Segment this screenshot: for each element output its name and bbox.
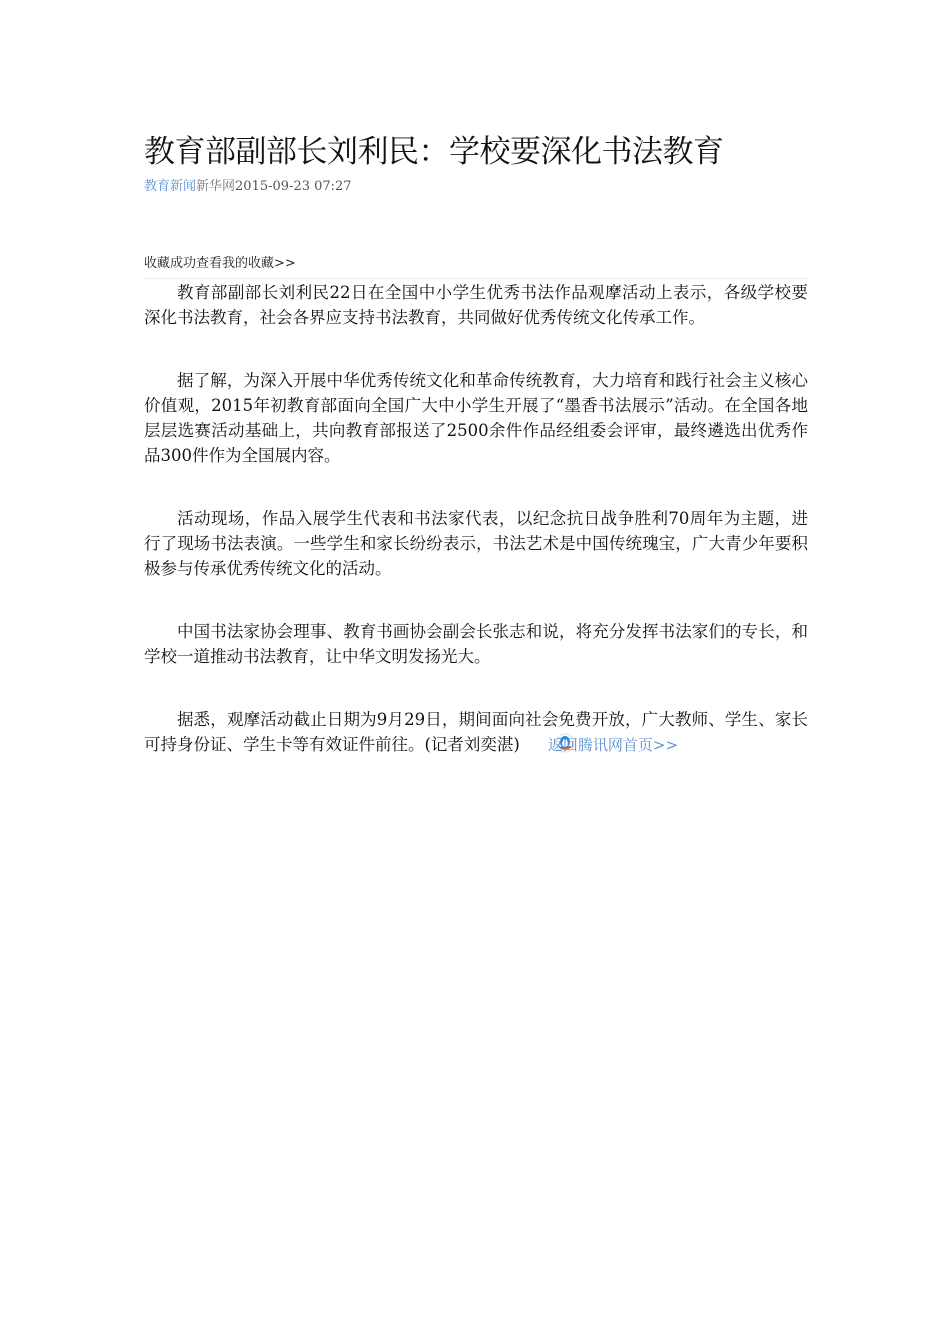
article-title: 教育部副部长刘利民：学校要深化书法教育 bbox=[144, 134, 724, 170]
article bbox=[144, 126, 808, 758]
paragraph-2: 据了解，为深入开展中华优秀传统文化和革命传统教育，大力培育和践行社会主义核心价值观，2015年初教育部面向全国广大中小学生开展了“墨香书法展示”活动。在全国各地层层选赛活动基础上，共向教育部报送了2500余件作品经组委会评审，最终遴选出优秀作品300件作为全国展内容。 bbox=[144, 371, 808, 465]
paragraph-1: 教育部副部长刘利民22日在全国中小学生优秀书法作品观摩活动上表示，各级学校要深化书法教育，社会各界应支持书法教育，共同做好优秀传统文化传承工作。 bbox=[144, 283, 808, 327]
favorite-bar bbox=[144, 254, 808, 279]
qq-penguin-icon bbox=[522, 733, 542, 753]
publish-date: 2015-09-23 07:27 bbox=[235, 179, 352, 194]
article-meta bbox=[144, 178, 808, 196]
back-to-home-link[interactable]: 返回腾讯网首页>> bbox=[547, 736, 679, 754]
favorite-link[interactable]: 收藏成功查看我的收藏>> bbox=[144, 256, 296, 271]
paragraph-4: 中国书法家协会理事、教育书画协会副会长张志和说，将充分发挥书法家们的专长，和学校一道推动书法教育，让中华文明发扬光大。 bbox=[144, 622, 808, 666]
channel-link[interactable]: 教育新闻 bbox=[144, 179, 197, 194]
paragraph-5 bbox=[144, 707, 808, 758]
paragraph-3: 活动现场，作品入展学生代表和书法家代表，以纪念抗日战争胜利70周年为主题，进行了现场书法表演。一些学生和家长纷纷表示，书法艺术是中国传统瑰宝，广大青少年要积极参与传承优秀传统文化的活动。 bbox=[144, 509, 808, 578]
article-body bbox=[144, 280, 808, 758]
source-label: 新华网 bbox=[196, 179, 236, 194]
paragraph-5-text: 据悉，观摩活动截止日期为9月29日，期间面向社会免费开放，广大教师、学生、家长可持身份证、学生卡等有效证件前往。(记者刘奕湛) bbox=[144, 710, 808, 754]
